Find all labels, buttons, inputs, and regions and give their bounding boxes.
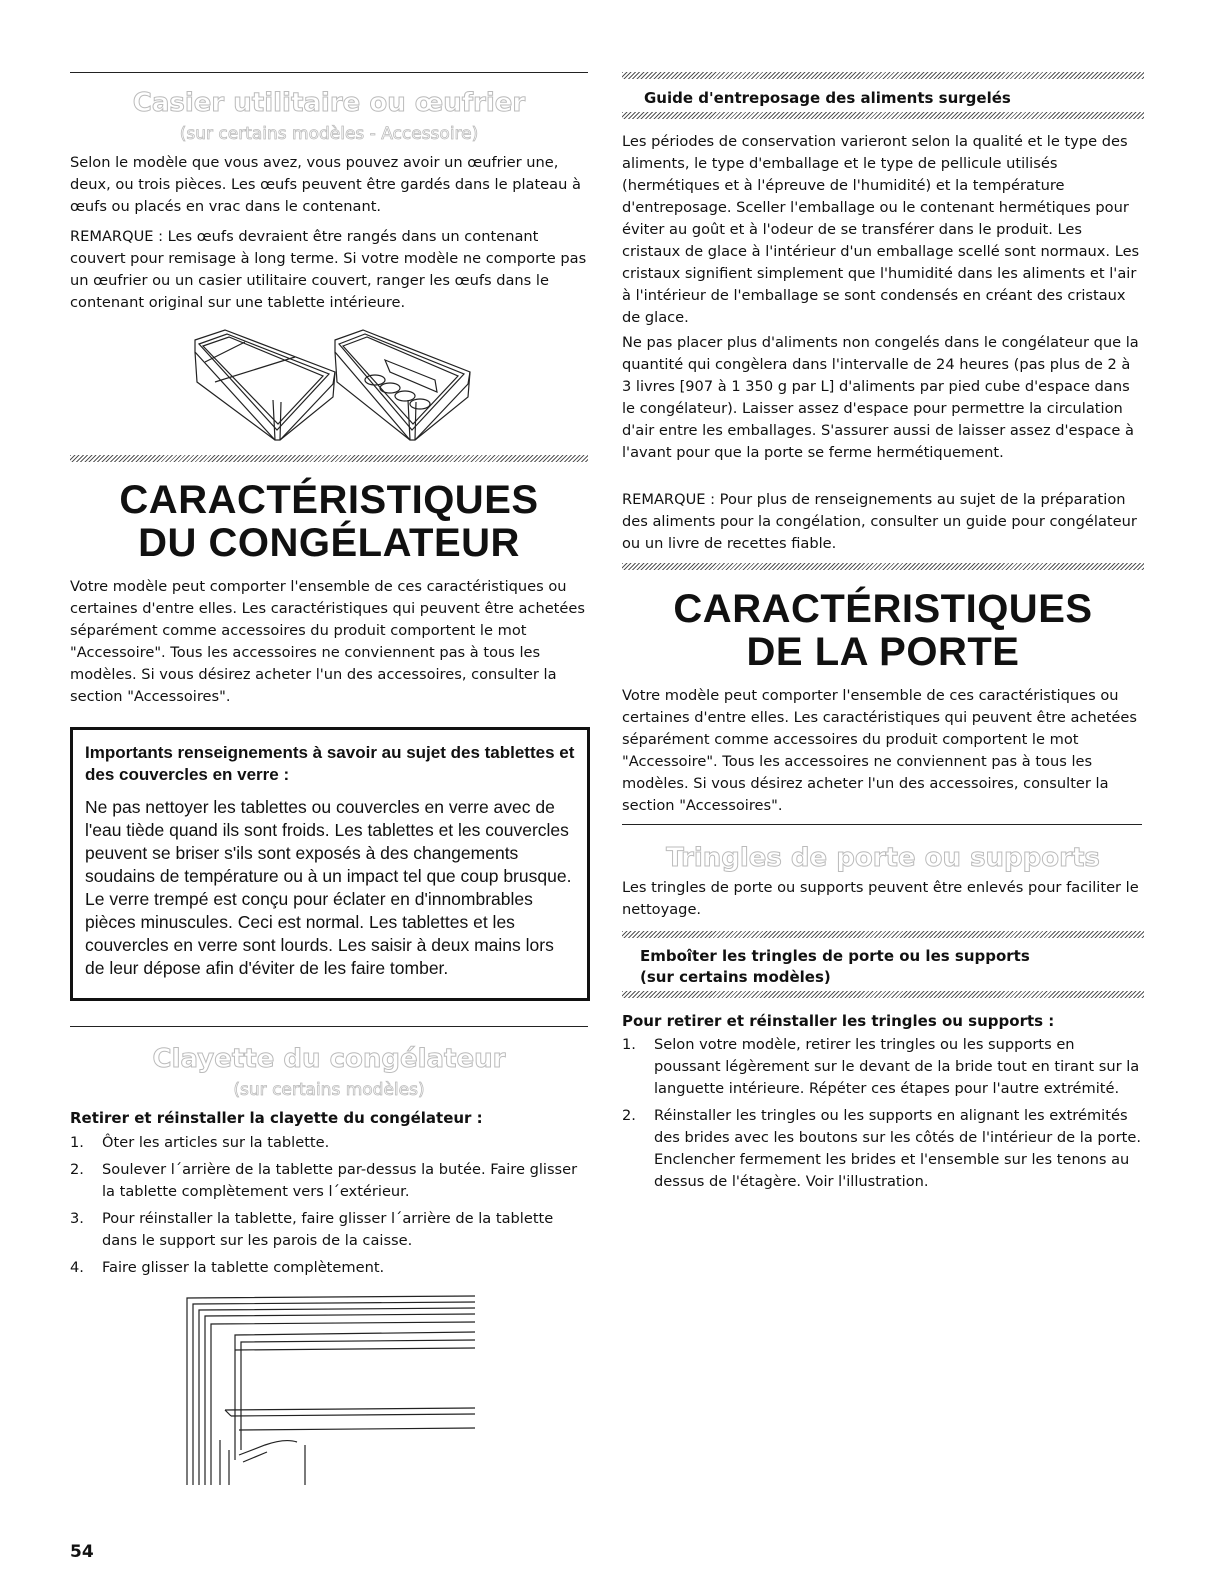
shelf-rule <box>70 1026 588 1027</box>
guide-paragraph-1: Les périodes de conservation varieront selon la qualité et le type des aliments, le type d'emballage et le type de pellicule utilisés (hermétiques et à l'épreuve de l'humidité) et la température d'entreposage. Sceller l'emballage ou le contenant hermétiques pour éviter au goût et à l'odeur de se transférer dans le produit. Les cristaux de glace à l'intérieur d'un emballage scellé sont normaux. Les cristaux signifient simplement que l'humidité dans les aliments et l'air à l'intérieur de l'emballage se sont condensés en créant des cristaux de glace. <box>622 133 1140 326</box>
guide-paragraph-2: Ne pas placer plus d'aliments non congelés dans le congélateur que la quantité qui congèlera dans l'intervalle de 24 heures (pas plus de 2 à 3 livres [907 à 1 350 g par L] d'aliments par pied cube d'espace dans le congélateur). Laisser assez d'espace pour permettre la circulation d'air entre les emballages. S'assurer aussi de laisser assez d'espace à l'avant pour que la porte se ferme hermétiquement. <box>622 334 1139 461</box>
egg-tray-illustration <box>185 322 475 444</box>
freezer-heading-line1: CARACTÉRISTIQUES <box>119 478 539 522</box>
door-heading-line2: DE LA PORTE <box>746 630 1020 674</box>
freezer-shelf-illustration <box>185 1290 480 1485</box>
egg-paragraph: Selon le modèle que vous avez, vous pouvez avoir un œufrier une, deux, ou trois pièces. Les œufs peuvent être gardés dans le plateau à œufs ou placés en vrac dans le contenant. <box>70 154 581 215</box>
divider-hatch <box>622 991 1144 998</box>
door-intro: Votre modèle peut comporter l'ensemble de ces caractéristiques ou certaines d'entre elles. Les caractéristiques qui peuvent être achetées séparément comme accessoires du produit comportent le mot "Accessoire". Tous les accessoires ne conviennent pas à tous les modèles. Si vous désirez acheter l'un des accessoires, consulter la section "Accessoires". <box>622 687 1137 814</box>
guide-heading: Guide d'entreposage des aliments surgelés <box>644 89 1011 107</box>
divider-hatch <box>622 563 1144 570</box>
divider-hatch <box>622 72 1144 79</box>
list-item: 1. Ôter les articles sur la tablette. <box>70 1134 330 1151</box>
top-rule-left <box>70 72 588 73</box>
egg-section-title: Casier utilitaire ou œufrier <box>132 88 526 118</box>
rails-subheading-2: (sur certains modèles) <box>640 968 831 986</box>
glass-warning-box <box>70 727 590 1001</box>
divider-hatch <box>622 112 1144 119</box>
egg-section-subtitle: (sur certains modèles - Accessoire) <box>179 124 479 144</box>
guide-note: REMARQUE : Pour plus de renseignements au sujet de la préparation des aliments pour la congélation, consulter un guide pour congélateur ou un livre de recettes fiable. <box>622 491 1137 552</box>
freezer-heading-line2: DU CONGÉLATEUR <box>138 521 520 565</box>
rails-steps-list <box>622 1034 1144 1198</box>
rails-subheading-1: Emboîter les tringles de porte ou les supports <box>640 947 1030 965</box>
rails-rule <box>622 824 1142 825</box>
list-item: 2. Soulever l´arrière de la tablette par-dessus la butée. Faire glisser la tablette complètement vers l´extérieur. <box>70 1161 578 1200</box>
egg-note: REMARQUE : Les œufs devraient être rangés dans un contenant couvert pour remisage à long terme. Si votre modèle ne comporte pas un œufrier ou un casier utilitaire couvert, ranger les œufs dans le contenant original sur une tablette intérieure. <box>70 228 587 311</box>
list-item: 2. Réinstaller les tringles ou les supports en alignant les extrémités des brides avec les boutons sur les côtés de l'intérieur de la porte. Enclencher fermement les brides et l'ensemble sur les tenons au dessus de l'étagère. Voir l'illustration. <box>622 1107 1141 1190</box>
rails-section-title: Tringles de porte ou supports <box>666 843 1100 873</box>
list-item: 1. Selon votre modèle, retirer les tringles ou les supports en poussant légèrement sur le devant de la bride tout en tirant sur la languette intérieure. Répéter ces étapes pour l'autre extrémité. <box>622 1036 1140 1097</box>
freezer-intro: Votre modèle peut comporter l'ensemble de ces caractéristiques ou certaines d'entre elles. Les caractéristiques qui peuvent être achetées séparément comme accessoires du produit comportent le mot "Accessoire". Tous les accessoires ne conviennent pas à tous les modèles. Si vous désirez acheter l'un des accessoires, consulter la section "Accessoires". <box>70 578 585 705</box>
shelf-steps-list <box>70 1132 590 1284</box>
rails-paragraph: Les tringles de porte ou supports peuvent être enlevés pour faciliter le nettoyage. <box>622 879 1139 918</box>
glass-warning-text: Ne pas nettoyer les tablettes ou couvercles en verre avec de l'eau tiède quand ils sont froids. Les tablettes et les couvercles peuvent se briser s'ils sont exposés à des changements soudains de température ou à un impact tel que coup brusque. Le verre trempé est conçu pour éclater en d'innombrables pièces minuscules. Ceci est normal. Les tablettes et les couvercles en verre sont lourds. Les saisir à deux mains lors de leur dépose afin d'éviter de les faire tomber. <box>85 797 572 978</box>
door-heading-line1: CARACTÉRISTIQUES <box>673 587 1093 631</box>
glass-warning-title: Importants renseignements à savoir au sujet des tablettes et des couvercles en verre : <box>85 743 575 784</box>
divider-hatch <box>70 455 588 462</box>
rails-steps-heading: Pour retirer et réinstaller les tringles ou supports : <box>622 1012 1055 1030</box>
shelf-section-title: Clayette du congélateur <box>152 1044 506 1074</box>
shelf-section-subtitle: (sur certains modèles) <box>233 1080 425 1100</box>
divider-hatch <box>622 931 1144 938</box>
shelf-steps-heading: Retirer et réinstaller la clayette du congélateur : <box>70 1109 483 1127</box>
page-number: 54 <box>70 1542 94 1562</box>
list-item: 3. Pour réinstaller la tablette, faire glisser l´arrière de la tablette dans le support sur les parois de la caisse. <box>70 1210 554 1249</box>
list-item: 4. Faire glisser la tablette complètement. <box>70 1259 385 1276</box>
